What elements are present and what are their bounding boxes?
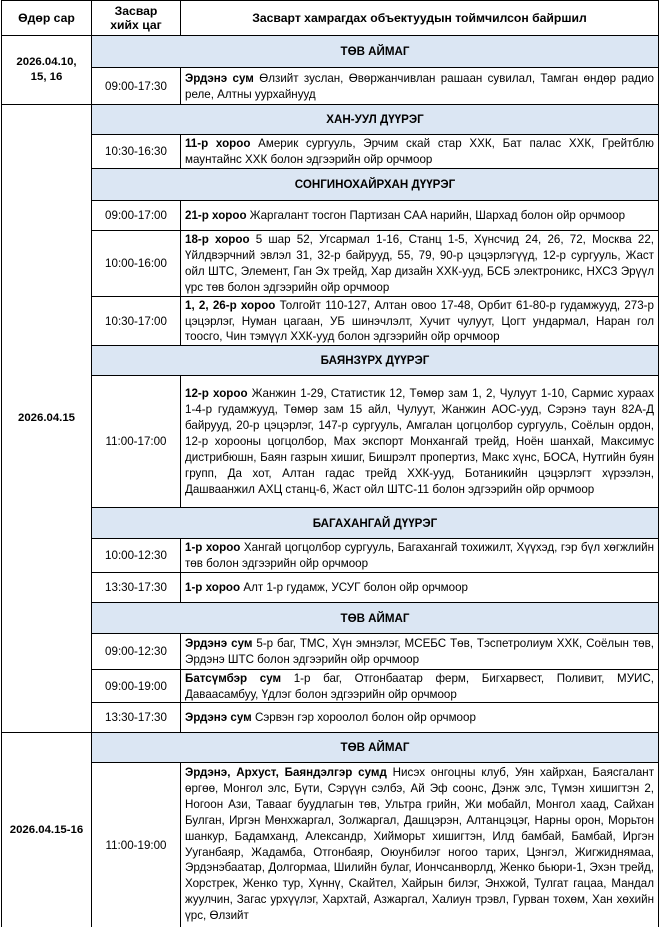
location-cell [181,539,659,573]
location-objects: Жанжин 1-29, Статистик 12, Төмөр зам 1, 2, Чулуут 1-10, Сармис хураах 1-4-р гудамжууд, Төмөр зам 15 айл, Чулуут, Жанжин АОС-ууд, Сэрэнэ таун 82А-Д байрууд, 20-р цэцэрлэг, 147-р сургууль, Амгалан цогцолбор сургууль, Соёлын ордон, 12-р хорооны цогцолбор, Мах экспорт Монхангай трейд, Ноён шанхай, Максимус дистрибюшн, Баян газрын хишиг, Бишрэлт пропертиз, Макс хүнс, БОСА, Нутгийн буян групп, Да хот, Алтан гадас трейд ХХК-ууд, Ботаникийн цэцэрлэгт хүрээлэн, Дашваанжил АХЦ станц-6, Жаст ойл ШТС-11 болон эдгээрийн ойр орчмоор [185,387,654,496]
location-cell [181,376,659,508]
location-objects: 5 шар 52, Угсармал 1-16, Станц 1-5, Хүнсчид 24, 26, 72, Москва 22, Үйлдвэрчний эвлэл 31, 32-р байрууд, 55, 79, 90-р цэцэрлэгүүд, 12-р сургууль, Жаст ойл ШТС, Элемент, Ган Эх трейд, Хар дизайн ХХК-ууд, БСБ электроникс, НХСЗ Эрүүл үрс төв болон эдгээрийн ойр орчмоор [185,233,654,294]
location-objects: 1-р баг, Отгонбаатар ферм, Бигхарвест, Поливит, МУИС, Даваасамбуу, Үдлэг болон эдгээрийн ойр орчмоор [185,671,654,701]
location-objects: Алт 1-р гудамж, УСУГ болон ойр орчмоор [240,581,468,595]
location-objects: 5-р баг, ТМС, Хүн эмнэлэг, МСЕБС Төв, Тэспетролиум ХХК, Соёлын төв, Эрдэнэ ШТС болон эдгээрийн ойр орчмоор [185,637,654,666]
location-objects: Нисэх онгоцны клуб, Уян хайрхан, Баясгалант өргөө, Монгол элс, Бүти, Сэрүүн сэлбэ, Ай Эф соонс, Дэнж элс, Түмэн хишигтэн 2, Ногоон Ази, Тавааг буудлагын төв, Ультра грийн, Жи мобайл, Монгол хаад, Сайхан Булган, Иргэн Мөнхжаргал, Золжаргал, Дашцэрэн, Алтанцэцэг, Нарны орон, Морьтон шанкур, Бадамханд, Александр, Хиймoрьт хишигтэн, Илд бамбай, Бамбай, Иргэн Ууганбаяр, Жадамба, Отгонбаяр, Оюунбилэг ногоо тарих, Цэнгэл, Жигжиднямаа, Эрдэнэбаатар, Долгормаа, Шилийн булаг, Иончсанворлд, Женко бьюри-1, Эхэн трейд, Хорстрек, Женко тур, Хүннү, Скайтел, Хайрын билэг, Энхжой, Тулгат гацаа, Мандал жуулчин, Загас урхүүлэг, Хархтай, Азжаргал, Халиун трэвл, Гурван тохөм, Хан хөхийн үрс, Өлзийт [185,766,655,923]
time-label: 11:00-19:00 [105,838,167,852]
location-area: Эрдэнэ сум [185,711,252,725]
section-header [92,105,659,135]
time-label: 09:00-12:30 [105,645,167,658]
date-label: 2026.04.15 [17,412,75,424]
location-objects: Өлзийт зуслан, Өвөржанчивлан рашаан сувилал, Тамган өндөр радио реле, Алтны уурхайнууд [185,71,654,101]
location-objects: Жаргалант тосгон Партизан СAA нарийн, Шархад болон ойр орчмоор [246,209,626,223]
location-area: 11-р хороо [185,137,251,151]
time-cell [92,135,181,169]
section-header [92,603,659,634]
time-label: 11:00-17:00 [105,435,167,448]
location-area: 1-р хороо [185,541,241,555]
time-cell [92,670,181,703]
location-area: 18-р хороо [185,233,250,247]
location-cell [181,201,659,231]
date-label: 2026.04.10, 15, 16 [16,56,77,83]
time-cell [92,231,181,297]
date-cell [1,36,92,105]
location-area: Батсүмбэр сум [185,671,282,685]
location-area: Эрдэнэ, Архуст, Баяндэлгэр сумд [185,766,387,779]
time-label: 10:00-12:30 [105,549,167,562]
section-title: СОНГИНОХАЙРХАН ДҮҮРЭГ [294,178,456,191]
section-header [92,508,659,539]
time-cell [92,201,181,231]
section-title: БАЯНЗҮРХ ДҮҮРЭГ [320,354,430,367]
date-label: 2026.04.15-16 [9,823,84,836]
location-cell [181,763,659,927]
section-title: БАГАХАНГАЙ ДҮҮРЭГ [312,516,438,530]
header-date [1,0,92,36]
section-header [92,733,659,763]
location-area: 1-р хороо [185,581,241,595]
time-label: 10:30-17:00 [105,314,167,328]
time-label: 09:00-19:00 [105,679,167,693]
section-header [92,36,659,68]
time-cell [92,573,181,603]
location-cell [181,703,659,733]
time-cell [92,68,181,105]
location-cell [181,135,659,169]
date-cell [1,733,92,927]
time-cell [92,376,181,508]
location-objects: Сэрвэн гэр хороолол болон ойр орчмоор [251,711,476,725]
header-time [92,0,181,36]
header-location [181,0,659,36]
section-title: ХАН-УУЛ ДҮҮРЭГ [326,113,424,126]
location-cell [181,670,659,703]
time-cell [92,634,181,670]
header-date-label: Өдөр сар [18,11,75,25]
time-label: 13:30-17:30 [105,711,167,724]
location-area: 21-р хороо [185,209,247,223]
time-label: 10:30-16:30 [105,145,167,158]
location-objects: Америк сургууль, Эрчим скай стар ХХК, Бат палас ХХК, Грейтблю маунтайнс ХХК болон эдгээрийн ойр орчмоор [185,137,654,166]
header-location-label: Засварт хамрагдах объектуудын тоймчилсон байршил [252,11,587,25]
time-cell [92,297,181,346]
section-title: ТӨВ АЙМАГ [340,741,410,754]
section-title: ТӨВ АЙМАГ [340,611,410,625]
location-area: Эрдэнэ сум [185,637,253,651]
location-objects: Хангай цогцолбор сургууль, Багахангай тохижилт, Хүүхэд, гэр бүл хөгжлийн төв болон эдгээрийн ойр орчмоор [185,541,654,570]
location-area: Эрдэнэ сум [185,71,254,85]
time-label: 13:30-17:30 [105,581,167,594]
time-label: 10:00-16:00 [105,257,167,270]
time-label: 09:00-17:00 [105,209,167,222]
location-cell [181,231,659,297]
location-cell [181,634,659,670]
location-objects: Толгойт 110-127, Алтан овоо 17-48, Орбит 61-80-р гудамжууд, 273-р цэцэрлэг, Нуман цагаан, УБ шинэчлэлт, Хучит чулуут, Цогт ундармал, Наран гол тоосго, Чин тэмүүл ХХК-ууд болон эдгээрийн ойр орчмоор [185,298,654,344]
location-cell [181,68,659,105]
location-area: 1, 2, 26-р хороо [185,298,276,312]
section-header [92,346,659,376]
section-header [92,169,659,201]
section-title: ТӨВ АЙМАГ [340,45,410,58]
header-time-label: Засвар хийх цаг [110,4,162,32]
location-cell [181,297,659,346]
location-area: 12-р хороо [185,387,248,401]
time-cell [92,539,181,573]
date-cell [1,105,92,733]
time-cell [92,763,181,927]
location-cell [181,573,659,603]
time-label: 09:00-17:30 [105,79,167,93]
time-cell [92,703,181,733]
